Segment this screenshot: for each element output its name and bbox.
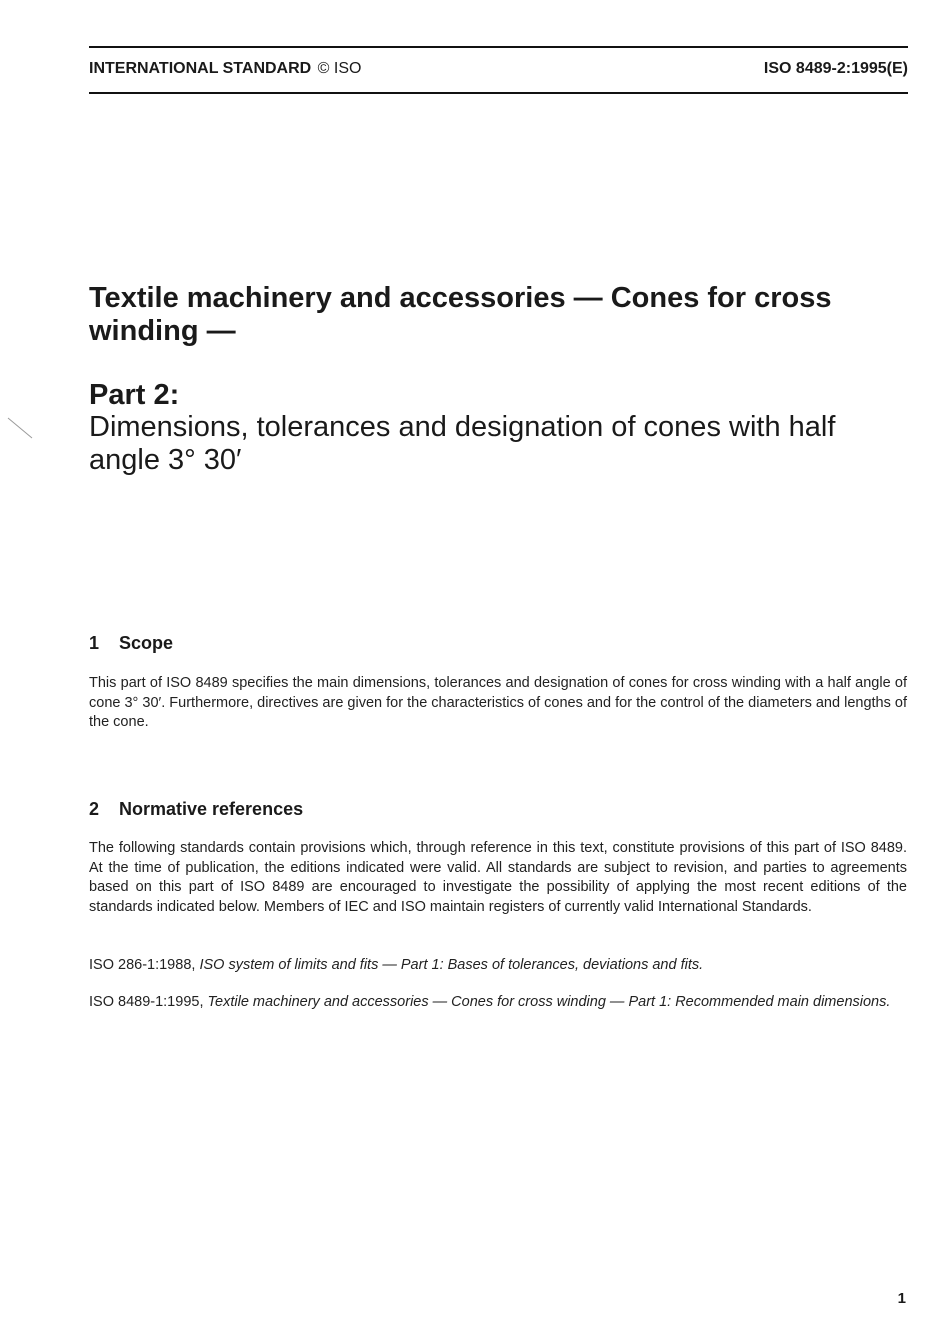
scope-paragraph: This part of ISO 8489 specifies the main dimensions, tolerances and designation of cones for cross winding with a half angle of cone 3° 30′. Furthermore, directives are given for the characteristics of cones and for the control of the diameters and lengths of the cone.	[89, 675, 907, 730]
reference-item	[89, 993, 907, 1013]
reference-title: ISO system of limits and fits — Part 1: Bases of tolerances, deviations and fits.	[199, 957, 704, 973]
header-copyright: © ISO	[317, 60, 362, 77]
scan-artifact-mark	[6, 416, 36, 440]
header-label: INTERNATIONAL STANDARD	[89, 60, 312, 77]
reference-title: Textile machinery and accessories — Cones for cross winding — Part 1: Recommended main dimensions.	[207, 994, 891, 1010]
normative-references-paragraph: The following standards contain provisions which, through reference in this text, constitute provisions of this part of ISO 8489. At the time of publication, the editions indicated were valid. All standards are subject to revision, and parties to agreements based on this part of ISO 8489 are encouraged to investigate the possibility of applying the most recent editions of the standards indicated below. Members of IEC and ISO maintain registers of currently valid International Standards.	[89, 840, 907, 915]
part-label: Part 2:	[89, 379, 180, 411]
document-title: Textile machinery and accessories — Cones for cross winding —	[89, 282, 832, 347]
header-top-rule	[89, 46, 908, 48]
reference-item	[89, 956, 907, 976]
part-title: Dimensions, tolerances and designation of cones with half angle 3° 30′	[89, 411, 836, 476]
header-doc-id: ISO 8489-2:1995(E)	[763, 60, 908, 77]
header-bottom-rule	[89, 92, 908, 94]
header-standard-label	[89, 60, 361, 78]
section-heading-scope	[89, 633, 173, 654]
section-heading-normative-references	[89, 799, 303, 820]
section-number: 1	[89, 633, 100, 653]
page-number: 1	[897, 1290, 906, 1307]
section-number: 2	[89, 799, 100, 819]
section-title: Scope	[119, 633, 174, 653]
section-title: Normative references	[119, 799, 304, 819]
reference-code: ISO 8489-1:1995,	[89, 994, 204, 1010]
reference-code: ISO 286-1:1988,	[89, 957, 196, 973]
